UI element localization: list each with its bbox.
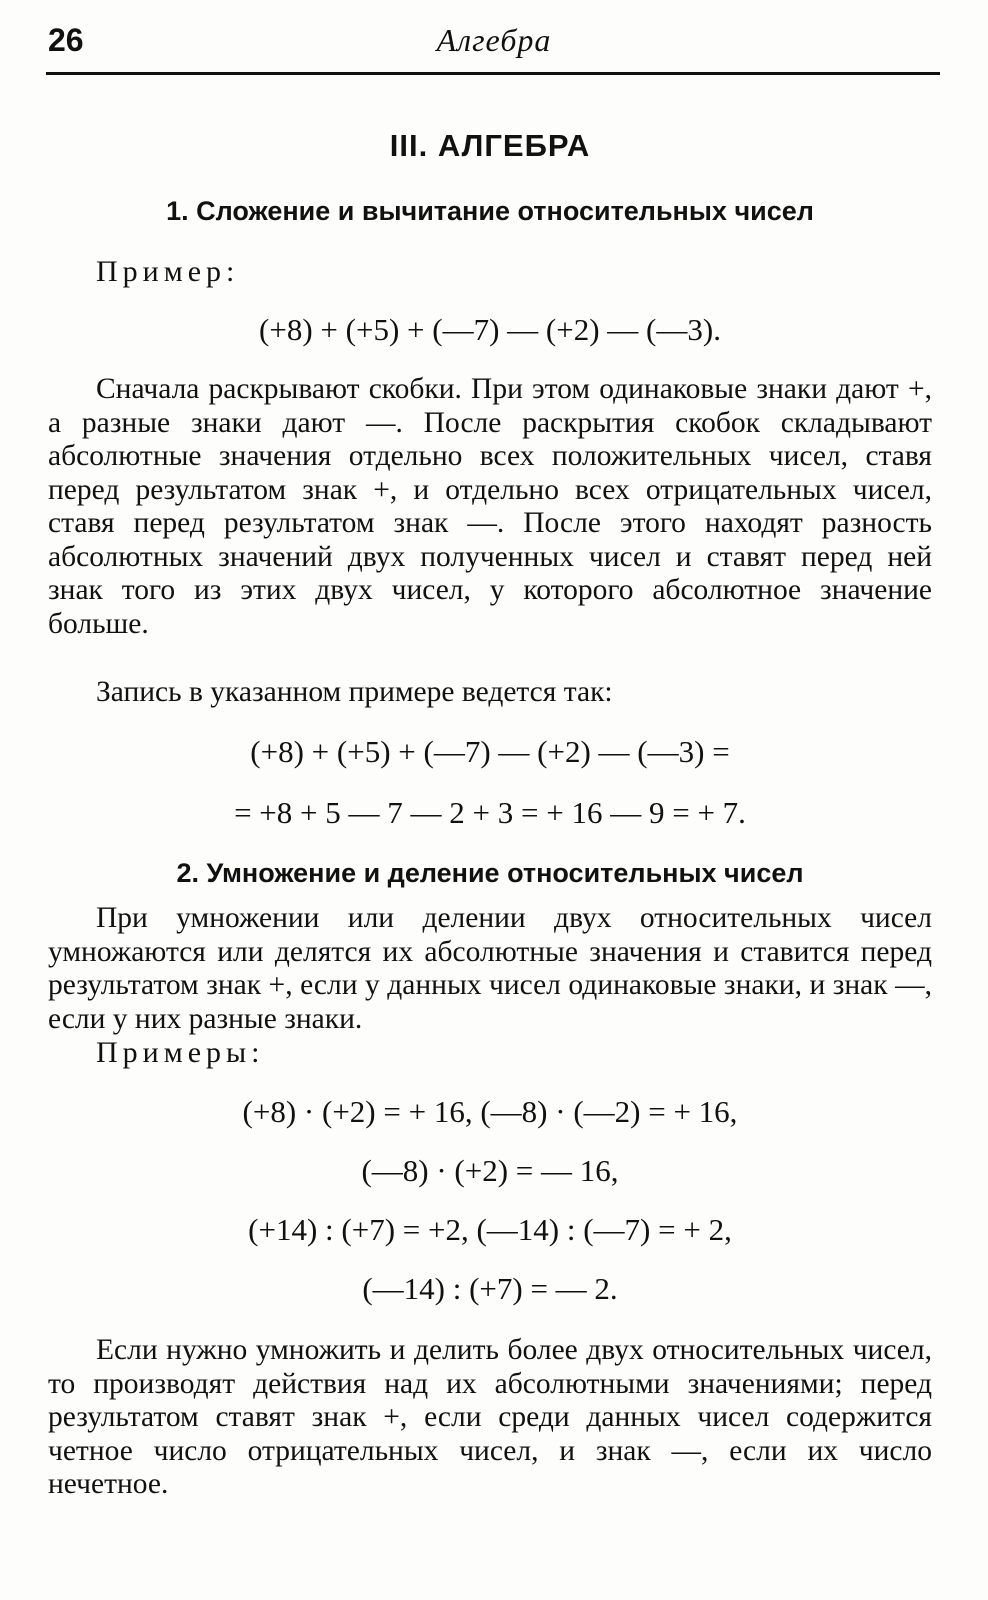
example-line-1: (+8) · (+2) = + 16, (—8) · (—2) = + 16,: [242, 1094, 738, 1129]
section-2-heading: 2. Умножение и деление относительных чисел: [176, 858, 804, 888]
example-line-2: (—8) · (+2) = — 16,: [361, 1153, 619, 1188]
worked-line-1: (+8) + (+5) + (—7) — (+2) — (—3) =: [250, 734, 730, 769]
section-2-paragraph-2-text: Если нужно умножить и делить более двух относительных чисел, то производят действия над их абсолютными значениями; перед результатом ставят знак +, если среди данных чисел содержится четное число отрицательных чисел, и знак —, если их число нечетное.: [48, 1334, 932, 1500]
example-line-4: (—14) : (+7) = — 2.: [362, 1271, 618, 1306]
section-1-paragraph-1: [48, 373, 932, 641]
section-1-heading: 1. Сложение и вычитание относительных чисел: [166, 196, 814, 226]
section-2-paragraph-2: [48, 1334, 932, 1502]
section-1-paragraph-2: [48, 676, 932, 710]
example-line-3: (+14) : (+7) = +2, (—14) : (—7) = + 2,: [248, 1212, 732, 1247]
section-1-paragraph-1-text: Сначала раскрывают скобки. При этом одинаковые знаки дают +, а разные знаки дают —. После раскрытия скобок складывают абсолютные значения отдельно всех положительных чисел, ставя перед результатом знак +, и отдельно всех отрицательных чисел, ставя перед результатом знак —. После этого находят разность абсолютных значений двух полученных чисел и ставят перед ней знак того из этих двух чисел, у которого абсолютное значение больше.: [48, 373, 932, 640]
page-number: 26: [48, 22, 84, 58]
running-title: Алгебра: [436, 22, 552, 58]
header-rule: [46, 72, 940, 75]
worked-line-2: = +8 + 5 — 7 — 2 + 3 = + 16 — 9 = + 7.: [234, 795, 746, 830]
section-2-paragraph-1-text: При умножении или делении двух относительных чисел умножаются или делятся их абсолютные значения и ставится перед результатом знак +, если у данных чисел одинаковые знаки, и знак —, если у них разные знаки.: [48, 902, 932, 1035]
example-label: Пример:: [96, 255, 240, 288]
example-formula: (+8) + (+5) + (—7) — (+2) — (—3).: [259, 312, 721, 347]
examples-label: Примеры:: [96, 1036, 265, 1069]
section-2-paragraph-1: [48, 902, 932, 1036]
section-1-paragraph-2-text: Запись в указанном примере ведется так:: [96, 676, 613, 708]
chapter-title: III. АЛГЕБРА: [389, 128, 591, 163]
